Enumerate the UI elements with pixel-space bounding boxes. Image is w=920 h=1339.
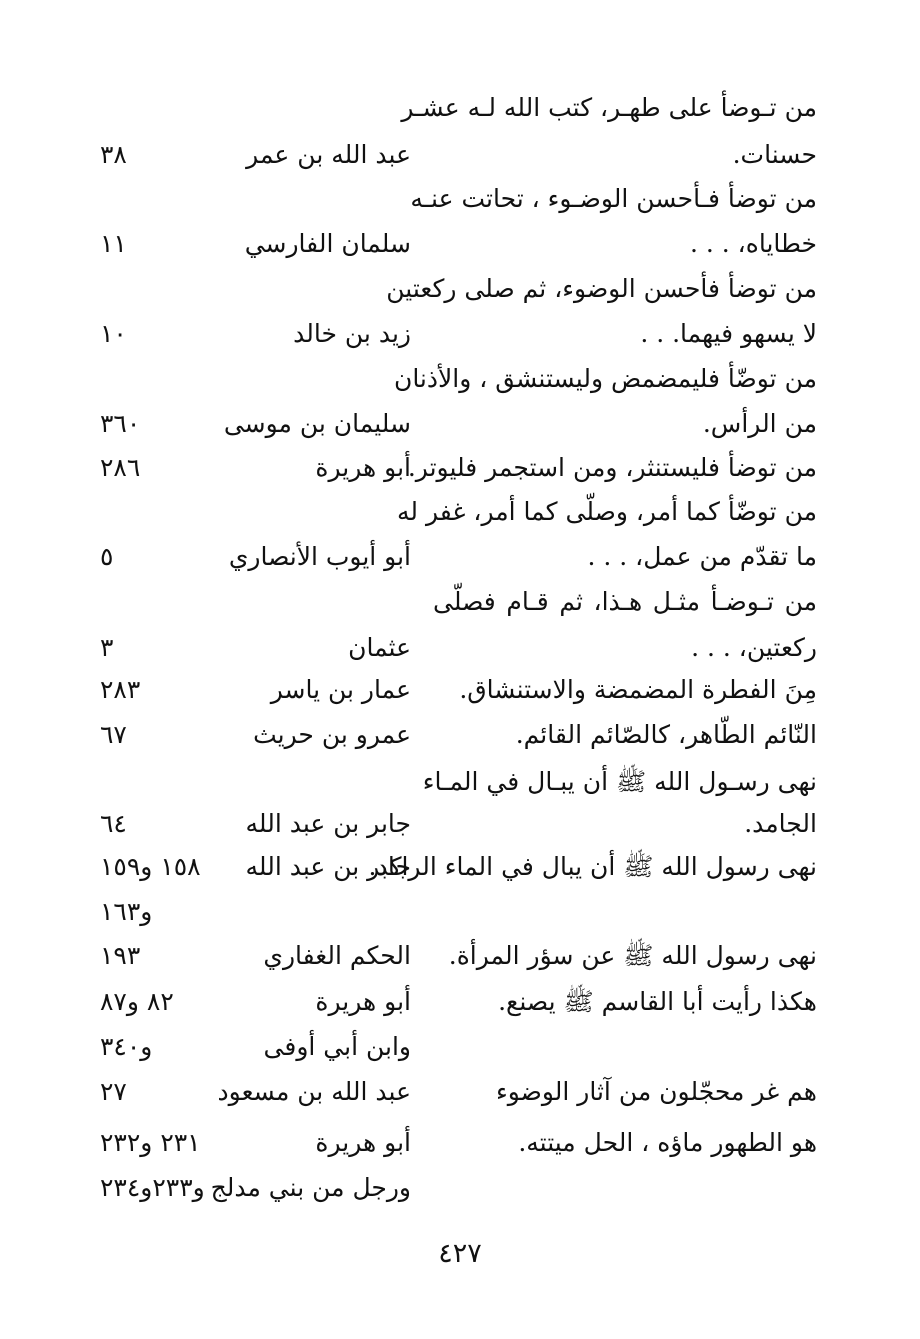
- hadith-text: الجامد.: [744, 809, 817, 838]
- hadith-text: هو الطهور ماؤه ، الحل ميتته.: [518, 1128, 817, 1157]
- hadith-text: مِنَ الفطرة المضمضة والاستنشاق.: [459, 675, 817, 704]
- hadith-number: ٦٧: [100, 720, 127, 749]
- narrator-name: عبد الله بن عمر: [246, 140, 411, 169]
- hadith-text: خطاياه، . . .: [689, 229, 817, 258]
- index-row: [0, 713, 920, 757]
- index-row: [0, 760, 920, 804]
- index-row: [0, 1025, 920, 1069]
- index-row: [0, 845, 920, 889]
- hadith-text: ما تقدّم من عمل، . . .: [587, 542, 817, 571]
- hadith-number: ٦٤: [100, 809, 127, 838]
- hadith-text: النّائم الطّاهر، كالصّائم القائم.: [515, 720, 817, 749]
- hadith-number: ٣٦٠: [100, 409, 141, 438]
- hadith-text: ركعتين، . . .: [691, 633, 817, 662]
- hadith-text: نهى رسول الله ﷺ أن يبال في الماء الراكد.: [368, 852, 817, 881]
- hadith-number: ١٩٣: [100, 941, 141, 970]
- index-row: [0, 802, 920, 846]
- hadith-text: من الرأس.: [702, 409, 817, 438]
- hadith-number: و٢٣٣و٢٣٤: [100, 1173, 205, 1202]
- index-row: [0, 934, 920, 978]
- hadith-number: ٢٣١ و٢٣٢: [100, 1128, 201, 1157]
- index-row: [0, 980, 920, 1024]
- hadith-text: من تـوضأ على طهـر، كتب الله لـه عشـر: [401, 93, 817, 122]
- hadith-text: هم غر محجّلون من آثار الوضوء: [495, 1077, 817, 1106]
- narrator-name: الحكم الغفاري: [263, 941, 411, 970]
- hadith-text: هكذا رأيت أبا القاسم ﷺ يصنع.: [498, 987, 817, 1016]
- page-number: ٤٢٧: [438, 1238, 482, 1269]
- hadith-number: ٥: [100, 542, 114, 571]
- hadith-text: نهى رسـول الله ﷺ أن يبـال في المـاء: [422, 767, 817, 796]
- index-row: [0, 312, 920, 356]
- index-row: [0, 222, 920, 266]
- hadith-number: ٣: [100, 633, 114, 662]
- index-row: [0, 668, 920, 712]
- index-row: [0, 357, 920, 401]
- hadith-text: لا يسهو فيهما. . .: [640, 319, 817, 348]
- index-row: [0, 177, 920, 221]
- narrator-name: جابر بن عبد الله: [245, 809, 411, 838]
- hadith-number: و١٦٣: [100, 897, 153, 926]
- hadith-number: ١٥٨ و١٥٩: [100, 852, 201, 881]
- narrator-name: وابن أبي أوفى: [263, 1032, 411, 1061]
- narrator-name: زيد بن خالد: [293, 319, 411, 348]
- narrator-name: عثمان: [348, 633, 411, 662]
- index-row: [0, 490, 920, 534]
- index-row: [0, 626, 920, 670]
- index-row: [0, 402, 920, 446]
- index-row: [0, 580, 920, 624]
- index-row: [0, 86, 920, 130]
- hadith-number: ٢٨٦: [100, 453, 141, 482]
- hadith-number: ٢٨٣: [100, 675, 141, 704]
- index-row: [0, 267, 920, 311]
- hadith-number: ١٠: [100, 319, 127, 348]
- index-row: [0, 1070, 920, 1114]
- hadith-number: ٨٢ و٨٧: [100, 987, 174, 1016]
- narrator-name: أبو أيوب الأنصاري: [228, 542, 411, 571]
- index-row: [0, 446, 920, 490]
- hadith-number: ٢٧: [100, 1077, 127, 1106]
- index-row: [0, 133, 920, 177]
- narrator-name: سلمان الفارسي: [244, 229, 411, 258]
- hadith-number: و٣٤٠: [100, 1032, 153, 1061]
- hadith-number: ١١: [100, 229, 127, 258]
- hadith-number: ٣٨: [100, 140, 127, 169]
- narrator-name: عبد الله بن مسعود: [217, 1077, 411, 1106]
- index-row: [0, 1166, 920, 1210]
- hadith-text: نهى رسول الله ﷺ عن سؤر المرأة.: [448, 941, 817, 970]
- narrator-name: أبو هريرة: [315, 987, 411, 1016]
- index-row: [0, 890, 920, 934]
- narrator-name: عمار بن ياسر: [270, 675, 411, 704]
- hadith-text: حسنات.: [732, 140, 817, 169]
- hadith-text: من توضأ فليستنثر، ومن استجمر فليوتر.: [407, 453, 817, 482]
- narrator-name: سليمان بن موسى: [223, 409, 411, 438]
- narrator-name: أبو هريرة: [315, 1128, 411, 1157]
- narrator-name: عمرو بن حريث: [253, 720, 411, 749]
- hadith-text: من توضّأ فليمضمض وليستنشق ، والأذنان: [393, 364, 817, 393]
- narrator-name: ورجل من بني مدلج: [210, 1173, 411, 1202]
- hadith-text: من تـوضـأ مثـل هـذا، ثم قـام فصلّى: [433, 587, 817, 616]
- index-row: [0, 1121, 920, 1165]
- hadith-text: من توضأ فأحسن الوضوء، ثم صلى ركعتين: [386, 274, 817, 303]
- narrator-name: جابر بن عبد الله: [245, 852, 411, 881]
- index-row: [0, 535, 920, 579]
- hadith-text: من توضّأ كما أمر، وصلّى كما أمر، غفر له: [396, 497, 817, 526]
- narrator-name: أبو هريرة: [315, 453, 411, 482]
- hadith-text: من توضأ فـأحسن الوضـوء ، تحاتت عنـه: [410, 184, 817, 213]
